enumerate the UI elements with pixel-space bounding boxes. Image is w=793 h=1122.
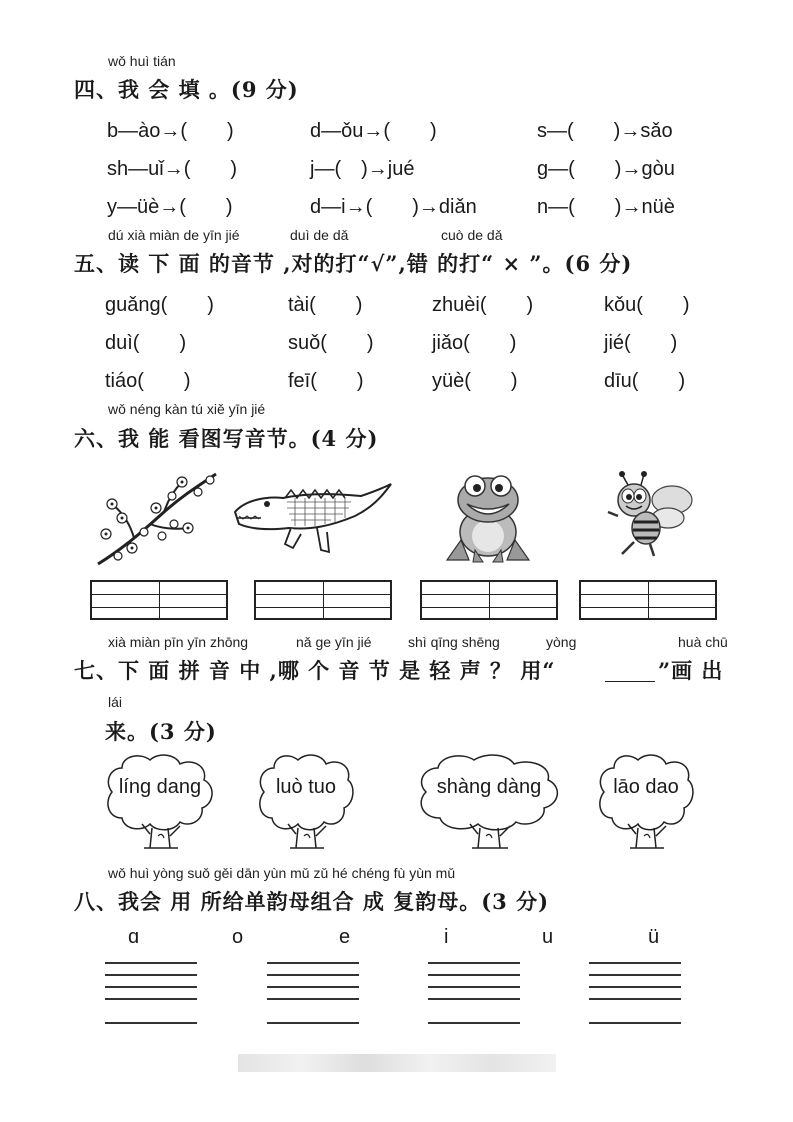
s4-item: d—i→( )→diǎn — [310, 196, 477, 218]
s5-item: tài( ) — [288, 294, 363, 316]
vowel-letter: i — [444, 926, 449, 948]
pinyin-writing-grid[interactable] — [254, 580, 392, 620]
pinyin-writing-grid[interactable] — [579, 580, 717, 620]
s7-heading-2: ”画 出 — [658, 658, 724, 683]
vowel-letter: o — [232, 926, 244, 948]
s7-pinyin-1: xià miàn pīn yīn zhōng — [108, 634, 249, 650]
s5-item: yüè( ) — [432, 370, 518, 392]
s4-heading: 四、我 会 填 。(9 分) — [74, 77, 299, 102]
s4-item: g—( )→gòu — [537, 158, 675, 180]
s5-item: suǒ( ) — [288, 332, 374, 354]
tree-option[interactable] — [416, 752, 562, 850]
s4-item: sh—uǐ→( ) — [107, 158, 238, 180]
bee-picture — [604, 470, 696, 558]
s6-heading: 六、我 能 看图写音节。(4 分) — [74, 426, 379, 451]
pinyin-writing-grid[interactable] — [420, 580, 558, 620]
s5-item: tiáo( ) — [105, 370, 191, 392]
s5-pinyin-3: cuò de dǎ — [441, 227, 503, 243]
tree-label: shàng dàng — [436, 776, 542, 798]
s4-item: y—üè→( ) — [107, 196, 233, 218]
plum-blossom-picture — [94, 468, 219, 568]
s8-heading: 八、我会 用 所给单韵母组合 成 复韵母。(3 分) — [74, 889, 550, 914]
s4-item: s—( )→sǎo — [537, 120, 673, 142]
underline-sample-blank — [605, 681, 655, 682]
s7-pinyin-3: shì qīng shēng — [408, 634, 500, 650]
s5-item: duì( ) — [105, 332, 187, 354]
tree-label: luò tuo — [275, 776, 337, 798]
s4-item: j—( )→jué — [310, 158, 415, 180]
vowel-letter: e — [339, 926, 351, 948]
s7-heading-3: 来。(3 分) — [105, 719, 217, 744]
s7-pinyin-2: nǎ ge yīn jié — [296, 634, 372, 650]
s4-pinyin: wǒ huì tián — [108, 53, 176, 69]
s5-item: kǒu( ) — [604, 294, 690, 316]
s5-item: zhuèi( ) — [432, 294, 534, 316]
s4-item: d—ǒu→( ) — [310, 120, 437, 142]
vowel-letter: ɑ — [128, 926, 140, 948]
crocodile-picture — [231, 478, 393, 558]
blurred-footer — [238, 1054, 556, 1072]
frog-picture — [443, 470, 533, 564]
s5-item: feī( ) — [288, 370, 364, 392]
s5-item: guǎng( ) — [105, 294, 214, 316]
tree-label: líng dang — [118, 776, 202, 798]
s5-pinyin-1: dú xià miàn de yīn jié — [108, 227, 240, 243]
s7-pinyin-5: huà chū — [678, 634, 728, 650]
pinyin-writing-grid[interactable] — [90, 580, 228, 620]
s4-item: b—ào→( ) — [107, 120, 234, 142]
s5-item: jié( ) — [604, 332, 678, 354]
s5-heading: 五、读 下 面 的音节 ,对的打“√”,错 的打“ × ”。(6 分) — [74, 251, 633, 276]
tree-option[interactable] — [256, 752, 356, 850]
s8-pinyin: wǒ huì yòng suǒ gěi dān yùn mǔ zǔ hé chéng fù yùn mǔ — [108, 865, 456, 881]
tree-label: lāo dao — [613, 776, 679, 798]
vowel-letter: ü — [648, 926, 660, 948]
s7-pinyin-6: lái — [108, 694, 123, 710]
s4-item: n—( )→nüè — [537, 196, 675, 218]
s7-heading-1: 七、下 面 拼 音 中 ,哪 个 音 节 是 轻 声 ？ 用“ — [74, 658, 556, 683]
s5-pinyin-2: duì de dǎ — [290, 227, 349, 243]
s5-item: jiǎo( ) — [432, 332, 517, 354]
tree-option[interactable] — [104, 752, 216, 850]
s6-pinyin: wǒ néng kàn tú xiě yīn jié — [108, 401, 266, 417]
s7-pinyin-4: yòng — [546, 634, 577, 650]
s5-item: dīu( ) — [604, 370, 686, 392]
vowel-letter: u — [542, 926, 554, 948]
tree-option[interactable] — [596, 752, 696, 850]
